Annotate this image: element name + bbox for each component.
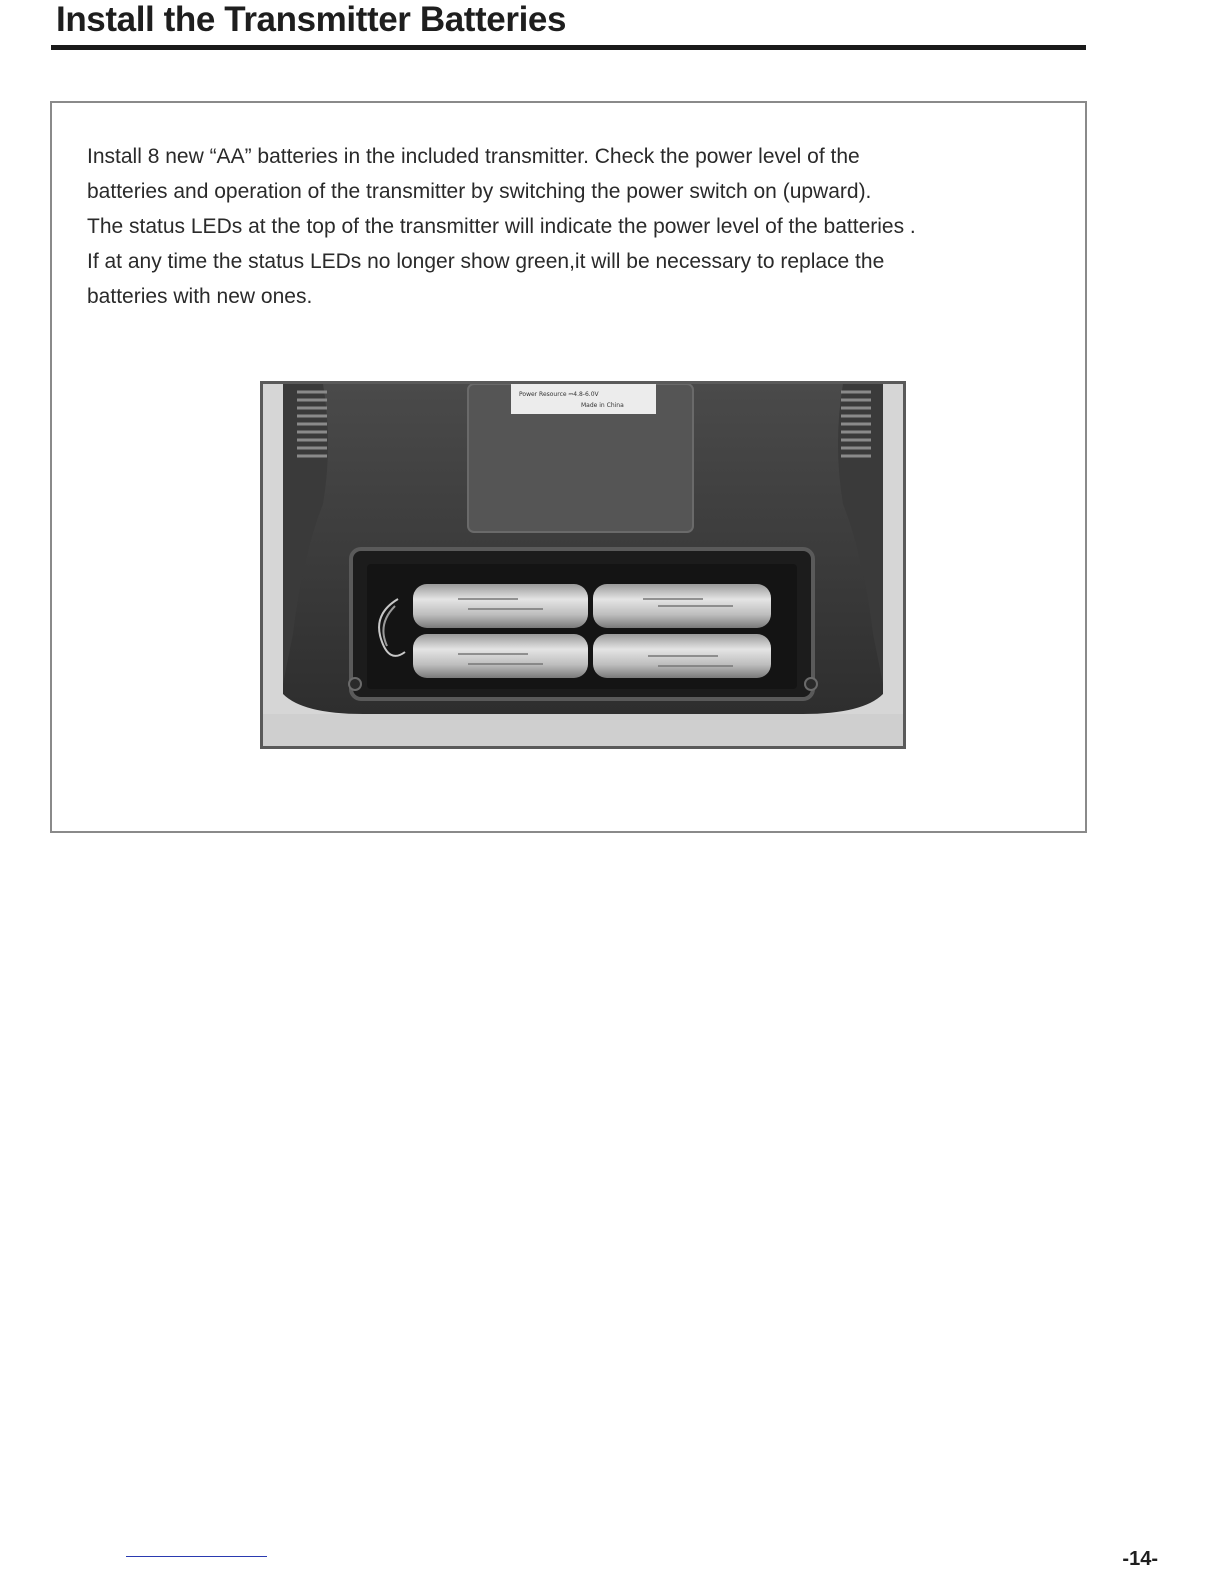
page-title: Install the Transmitter Batteries bbox=[56, 0, 567, 39]
aa-battery bbox=[413, 584, 588, 628]
paragraph-line: If at any time the status LEDs no longer show green,it will be necessary to replace the bbox=[87, 250, 885, 273]
footer-link-underline[interactable] bbox=[126, 1556, 267, 1557]
paragraph-line: batteries and operation of the transmitter by switching the power switch on (upward). bbox=[87, 180, 872, 203]
paragraph-line: batteries with new ones. bbox=[87, 285, 313, 308]
paragraph-line: Install 8 new “AA” batteries in the included transmitter. Check the power level of the bbox=[87, 145, 860, 168]
instruction-box bbox=[50, 101, 1087, 833]
voltage-label: Power Resource ⎓4.8-6.0V bbox=[519, 391, 599, 398]
instruction-paragraph bbox=[87, 139, 1077, 314]
origin-label: Made in China bbox=[581, 402, 624, 409]
battery-compartment-photo bbox=[260, 381, 906, 749]
paragraph-line: The status LEDs at the top of the transmitter will indicate the power level of the batteries . bbox=[87, 215, 916, 238]
aa-battery bbox=[413, 634, 588, 678]
title-underline bbox=[51, 45, 1086, 50]
page-number: -14- bbox=[1122, 1548, 1158, 1570]
